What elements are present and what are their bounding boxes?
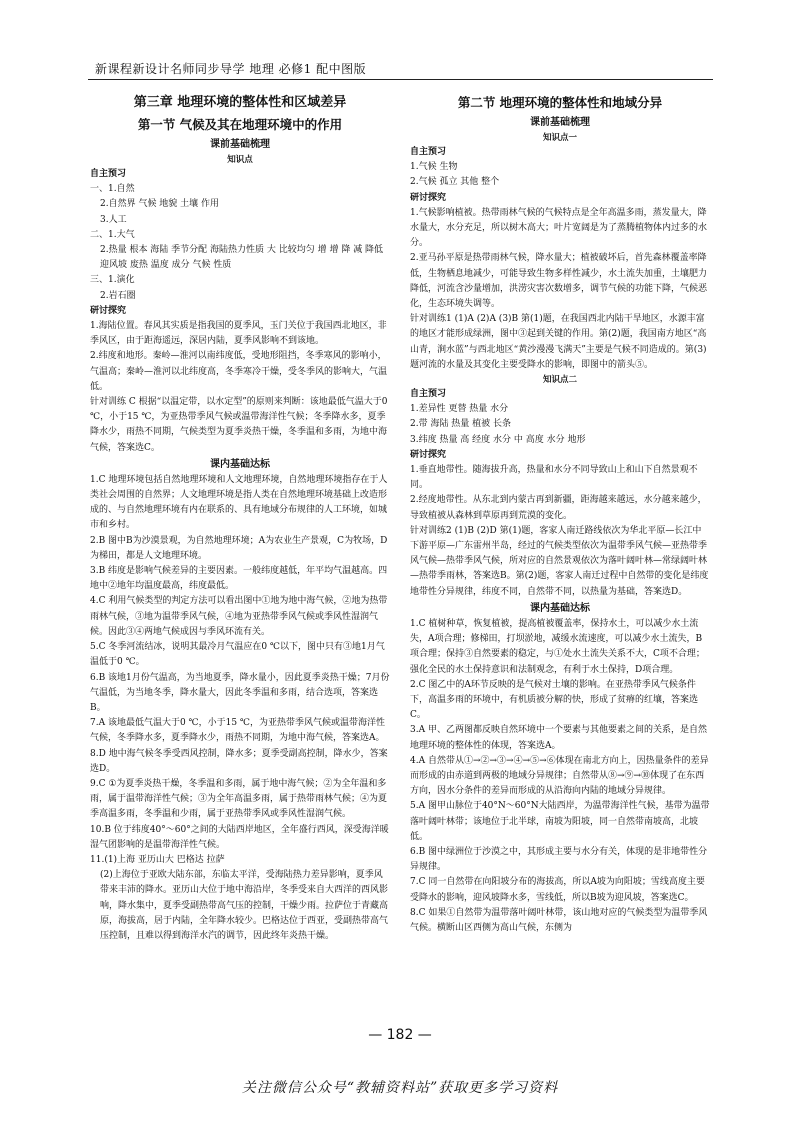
exercise-answer: 7.A 该地最低气温大于0 ℃，小于15 ℃，为亚热带季风气候或温带海洋性气候，冬季降水多，夏季降水少，雨热不同期，为地中海气候，答案选A。: [90, 718, 385, 744]
explore-answer: 1.海陆位置。春风其实质是指我国的夏季风，玉门关位于我国西北地区，非季风区，由于距海遥远，深居内陆，夏季风影响不到该地。: [90, 321, 387, 347]
explore-answer: 1.气候影响植被。热带雨林气候的气候特点是全年高温多雨，蒸发量大，降水量大，水分充足，所以树木高大；叶片宽阔是为了蒸腾植物体内过多的水分。: [410, 207, 708, 249]
knowledge-point-label: 知识点: [227, 155, 253, 165]
subheading-prestudy: 课前基础梳理: [210, 139, 270, 150]
exercise-answer: 9.C ①为夏季炎热干燥，冬季温和多雨，属于地中海气候；②为全年温和多雨，属于温带海洋性气候；③为全年高温多雨，属于热带雨林气候；④为夏季高温多雨，冬季温和少雨，属于亚热带季风或季风性湿润气候。: [90, 778, 388, 820]
answer-line: 2.气候 孤立 其他 整个: [410, 177, 500, 188]
label-preview: 自主预习: [410, 147, 447, 157]
answer-line: 二、1.大气: [90, 229, 135, 240]
knowledge-point-label: 知识点一: [542, 133, 577, 143]
chapter-title: 第三章 地理环境的整体性和区域差异: [133, 95, 347, 110]
subheading-inclass: 课内基础达标: [530, 602, 590, 614]
explore-answer: 2.纬度和地形。秦岭—淮河以南纬度低，受地形阻挡，冬季寒风的影响小，气温高；秦岭—淮河以北纬度高，冬季寒冷干燥，受冬季风的影响大，气温低。: [90, 351, 388, 392]
section-title: 第一节 气候及其在地理环境中的作用: [137, 117, 343, 132]
exercise-answer: 6.B 图中绿洲位于沙漠之中，其形成主要与水分有关，体现的是非地带性分异规律。: [410, 846, 708, 873]
exercise-answer: 6.B 该地1月份气温高，为当地夏季，降水量小，因此夏季炎热干燥；7月份气温低，为当地冬季，降水量大，因此冬季温和多雨，结合选项，答案选B。: [90, 672, 390, 713]
exercise-answer: 4.C 利用气候类型的判定方法可以看出图中①地为地中海气候，②地为热带雨林气候，③地为温带季风气候，④地为亚热带季风气候或季风性湿润气候。因此③④两地气候成因与季风环流有关。: [90, 596, 388, 637]
header-rule: [88, 79, 713, 80]
answer-line: 3.人工: [100, 214, 127, 225]
answer-line: 1.差异性 更替 热量 水分: [410, 404, 509, 415]
exercise-answer: 3.A 甲、乙两图都反映自然环境中一个要素与其他要素之间的关系，是自然地理环境的整体性的体现，答案选A。: [410, 725, 707, 751]
exercise-answer: 8.C 如果①自然带为温带落叶阔叶林带，该山地对应的气候类型为温带季风气候。横断山区西侧为高山气候，东侧为: [410, 907, 708, 933]
answer-line: 2.自然界 气候 地貌 土壤 作用: [100, 199, 220, 210]
exercise-answer: 1.C 植树种草，恢复植被，提高植被覆盖率，保持水土，可以减少水土流失，A项合理；修梯田，打坝淤地，减缓水流速度，可以减少水土流失，B项合理；保持③自然要素的稳定，与①处水土流失关系不大，C项不合理；强化全民的水土保持意识和法制观念，有利于水土保持，D项合理。: [410, 618, 705, 675]
page-number: — 182 —: [368, 1027, 432, 1043]
label-explore: 研讨探究: [90, 305, 127, 316]
training-answer: 针对训练1 (1)A (2)A (3)B 第(1)题，在我国西北内陆干旱地区，水源丰富的地区才能形成绿洲，图中③起到关键的作用。第(2)题，我国南方地区“高山青，涧水蓝”与西北地区“黄沙漫漫飞满天”主要是气候不同造成的。第(3)题河流的水量及其变化主要受降水的影响，即图中的箭头⑤。: [410, 314, 707, 370]
exercise-answer: 7.C 同一自然带在向阳坡分布的海拔高，所以A坡为向阳坡；雪线高度主要受降水的影响，迎风坡降水多，雪线低，所以B坡为迎风坡，答案选C。: [410, 877, 705, 903]
subheading-inclass: 课内基础达标: [210, 458, 270, 470]
right-column: [410, 92, 710, 936]
explore-answer: 2.经度地带性。从东北到内蒙古再到新疆，距海越来越远，水分越来越少，导致植被从森林到草原再到荒漠的变化。: [410, 495, 707, 521]
exercise-answer: 5.C 冬季河流结冰，说明其最冷月气温应在0 ℃以下，图中只有③地1月气温低于0 ℃。: [90, 642, 385, 668]
answer-line: 2.带 海陆 热量 植被 长条: [410, 419, 512, 430]
training-answer: 针对训练 C 根据“以温定带，以水定型”的原则来判断：该地最低气温大于0 ℃，小于15 ℃，为亚热带季风气候或温带海洋性气候；冬季降水多，夏季降水少，雨热不同期，气候类型为夏季炎热干燥，冬季温和多雨，为地中海气候，答案选C。: [90, 397, 388, 453]
exercise-answer: 10.B 位于纬度40°～60°之间的大陆西岸地区，全年盛行西风，深受海洋暖湿气团影响的是温带海洋性气候。: [90, 824, 389, 850]
exercise-answer: 2.C 图乙中的A环节反映的是气候对土壤的影响。在亚热带季风气候条件下，高温多雨的环境中，有机质被分解的快，形成了贫瘠的红壤，答案选C。: [410, 679, 699, 721]
answer-line: 一、1.自然: [90, 184, 135, 195]
exercise-answer: 5.A 图甲山脉位于40°N～60°N大陆西岸，为温带海洋性气候，基带为温带落叶阔叶林带；该地位于北半球，南坡为阳坡，同一自然带南坡高，北坡低。: [410, 801, 710, 842]
label-explore: 研讨探究: [410, 449, 447, 460]
exercise-answer: (2)上海位于亚欧大陆东部，东临太平洋，受海陆热力差异影响，夏季风带来丰沛的降水。亚历山大位于地中海沿岸，冬季受来自大西洋的西风影响，降水集中，夏季受副热带高气压的控制，干燥少雨。拉萨位于青藏高原，海拔高，居于内陆，全年降水较少。巴格达位于西亚，受副热带高气压控制，且难以得到海洋水汽的调节，因此终年炎热干燥。: [100, 870, 389, 941]
answer-line: 2.岩石圈: [100, 290, 136, 301]
training-answer: 针对训练2 (1)B (2)D 第(1)题，客家人南迁路线依次为华北平原—长江中下游平原—广东雷州半岛，经过的气候类型依次为温带季风气候—亚热带季风气候—热带季风气候，所对应的自然景观依次为落叶阔叶林—常绿阔叶林—热带季雨林，答案选B。第(2)题，客家人南迁过程中自然带的变化是纬度地带性分异规律，纬度不同，自然带不同，以热量为基础，答案选D。: [410, 525, 709, 597]
answer-line: 3.纬度 热量 高 经度 水分 中 高度 水分 地形: [410, 434, 586, 445]
knowledge-point-label: 知识点二: [542, 375, 577, 386]
exercise-answer: 4.A 自然带从①→②→③→④→⑤→⑥体现在南北方向上，因热量条件的差异而形成的由赤道到两极的地域分异规律；自然带从⑧→⑨→⑩体现了在东西方向，因水分条件的差异而形成的从沿海向内陆的地域分异规律。: [410, 755, 709, 797]
exercise-answer: 3.B 纬度是影响气候差异的主要因素。一般纬度越低，年平均气温越高。四地中②地年均温度最高，纬度最低。: [90, 566, 388, 592]
label-explore: 研讨探究: [410, 192, 447, 203]
exercise-answer: 1.C 地理环境包括自然地理环境和人文地理环境，自然地理环境指存在于人类社会周围的自然界；人文地理环境是指人类在自然地理环境基础上改造形成的、与自然地理环境有内在联系的、具有地域分布规律的人工环境，如城市和乡村。: [90, 474, 388, 531]
explore-answer: 1.垂直地带性。随海拔升高，热量和水分不同导致山上和山下自然景观不同。: [410, 465, 698, 491]
exercise-answer: 2.B 图中B为沙漠景观，为自然地理环境；A为农业生产景观，C为牧场，D为梯田，都是人文地理环境。: [90, 535, 388, 561]
answer-line: 1.气候 生物: [410, 162, 458, 173]
label-preview: 自主预习: [90, 169, 127, 179]
explore-answer: 2.亚马孙平原是热带雨林气候，降水量大；植被破坏后，首先森林覆盖率降低，生物栖息地减少，可能导致生物多样性减少，水土流失加重，土壤肥力降低，河流含沙量增加，洪涝灾害次数增多，调节气候的功能下降，气候恶化，生态环境失调等。: [410, 253, 708, 310]
section-title: 第二节 地理环境的整体性和地域分异: [457, 95, 663, 110]
exercise-answer: 8.D 地中海气候冬季受西风控制，降水多；夏季受副高控制，降水少，答案选D。: [90, 748, 388, 774]
answer-line: 三、1.演化: [90, 275, 135, 286]
exercise-answer: 11.(1)上海 亚历山大 巴格达 拉萨: [90, 854, 225, 865]
footer-note: 关注微信公众号“教辅资料站”获取更多学习资料: [241, 1080, 559, 1096]
running-header: 新课程新设计名师同步导学 地理 必修1 配中图版: [95, 62, 367, 76]
left-column: [90, 92, 390, 944]
subheading-prestudy: 课前基础梳理: [530, 117, 590, 128]
answer-line: 2.热量 根本 海陆 季节分配 海陆热力性质 大 比较均匀 增 增 降 减 降低 迎风坡 废热 温度 成分 气候 性质: [100, 245, 384, 271]
label-preview: 自主预习: [410, 389, 447, 400]
